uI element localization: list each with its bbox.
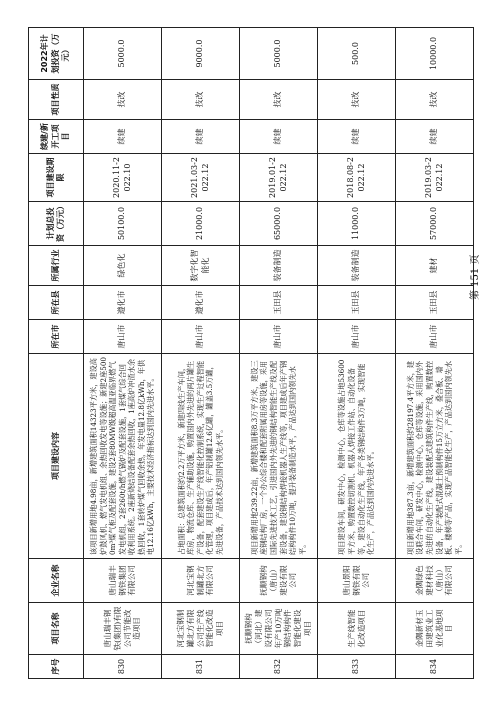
header-invest-2022: 2022年计划投资（万元） <box>29 28 84 80</box>
cell-seq: 833 <box>318 655 396 679</box>
cell-investment: 65000.0 <box>240 202 318 246</box>
table-header-row <box>29 28 84 679</box>
cell-invest-2022: 500.0 <box>318 28 396 80</box>
cell-invest-2022: 10000.0 <box>396 28 474 80</box>
header-industry: 所属行业 <box>29 246 84 286</box>
cell-content: 占地面积：总建筑面积约2.2万平方米，新建四线生产车间，库房，物流仓库、生产辅助设施，购置国内外先进的两片罐生产设备，配套建设生产线智能化控制系统，实现生产过程智能化管理，项目建成后，年产铝制罐12.6亿罐，罐盖3.5万罐，先进设备，产品技术达到国内领先水平。 <box>162 354 240 559</box>
header-seq: 序号 <box>29 655 84 679</box>
cell-investment: 11000.0 <box>318 202 396 246</box>
cell-nature: 技改 <box>240 80 318 120</box>
header-county: 所在县 <box>29 286 84 320</box>
cell-investment: 57000.0 <box>396 202 474 246</box>
cell-content: 项目新增用地387.3亩，新增建筑面积约28197.4平方米，建设联合车间，研发中心，检测中心，仓库等设施，采用国内外先进的自动化生产线，建设装配式建筑构件生产线，购置数控设备，年产装配式混凝土预制构件15万立方米，叠合板、墙板、楼梯等产品，实现产品智能化生产，产品达到国内领先水平。 <box>396 354 474 559</box>
cell-start-type: 续建 <box>162 120 240 154</box>
cell-company: 唐山瑞丰钢铁集团有限公司 <box>84 559 162 603</box>
cell-nature: 技改 <box>396 80 474 120</box>
cell-seq: 831 <box>162 655 240 679</box>
table-row <box>396 28 474 679</box>
cell-project-name: 生产线智能化改造项目 <box>318 603 396 655</box>
cell-nature: 技改 <box>162 80 240 120</box>
cell-content: 项目新增用地239.22亩，新增建筑面积8.3万平方米，建设三座钢结构厂房，一个办公综合楼和配套附属用房等设施，采用国际先进技术工艺，引进国内外先进的钢结构智能生产线及配套设备，建设钢结构焊接机器人生产线等，项目建成后年产钢结构构件10万吨，提升装备制造水平，产品达到国内领先水平。 <box>240 354 318 559</box>
cell-period: 2021.03-2022.12 <box>162 154 240 202</box>
cell-county: 玉田县 <box>396 286 474 320</box>
table-row <box>162 28 240 679</box>
table-row <box>84 28 162 679</box>
cell-industry: 装备制造 <box>318 246 396 286</box>
cell-invest-2022: 9000.0 <box>162 28 240 80</box>
table-row <box>240 28 318 679</box>
rotated-table-page <box>28 28 474 679</box>
cell-industry: 建材 <box>396 246 474 286</box>
cell-project-name: 唐山瑞丰钢铁(集团)有限公司节能改造项目 <box>84 603 162 655</box>
cell-investment: 50100.0 <box>84 202 162 246</box>
cell-city: 唐山市 <box>240 320 318 354</box>
cell-invest-2022: 5000.0 <box>240 28 318 80</box>
header-company: 企业名称 <box>29 559 84 603</box>
table-row <box>318 28 396 679</box>
cell-industry: 装备制造 <box>240 246 318 286</box>
cell-project-name: 河北宝钢制罐北方有限公司生产线智能化改造项目 <box>162 603 240 655</box>
cell-project-name: 抚顺钢构（河北）建设有限公司年产10万吨钢结构构件智能化建设项目 <box>240 603 318 655</box>
cell-company: 唐山景阳钢铁有限公司 <box>318 559 396 603</box>
cell-period: 2018.08-2022.12 <box>318 154 396 202</box>
cell-content: 项目建设车间，研发中心，检测中心，仓库等设施占地53600平方米，购置数控切割机、机器人焊接工作站、自动化设备等，建设自动化生产线，年产各类钢结构件3万吨，实现智能化生产，产品达到国内先进水平。 <box>318 354 396 559</box>
cell-content: 该项目新增用地4.98亩，新增建筑面积14323平方米，建设高炉鼓风机、燃气发电机组、余热回收发电等设施；新建2座5000m³煤气柜及配套设施，建设2套80MW级超高温亚临界燃气发电机组，2套260t/h燃气锅炉及配套设施，1套煤气综合回收利用系统。2座新烧结设备配套余热回收，1座高炉冲渣水余热回收，1套转炉煤气回收余热，年发电量12.8亿kWh，年供电12.16亿kWh，主要技术经济指标达到国内先进水平。 <box>84 354 162 559</box>
cell-industry: 数字化智能化 <box>162 246 240 286</box>
header-content: 项目建设内容 <box>29 354 84 559</box>
cell-company: 金隅绿色建材科技（唐山）有限公司 <box>396 559 474 603</box>
cell-seq: 830 <box>84 655 162 679</box>
cell-investment: 21000.0 <box>162 202 240 246</box>
cell-city: 唐山市 <box>396 320 474 354</box>
cell-project-name: 金隅新材玉田建筑业工业化基地项目 <box>396 603 474 655</box>
cell-city: 唐山市 <box>84 320 162 354</box>
cell-company: 抚顺钢构（唐山）建设有限公司 <box>240 559 318 603</box>
cell-nature: 技改 <box>84 80 162 120</box>
cell-county: 玉田县 <box>318 286 396 320</box>
cell-start-type: 续建 <box>318 120 396 154</box>
header-investment: 计划总投资（万元） <box>29 202 84 246</box>
cell-city: 唐山市 <box>162 320 240 354</box>
cell-county: 玉田县 <box>240 286 318 320</box>
cell-nature: 技改 <box>318 80 396 120</box>
cell-invest-2022: 5000.0 <box>84 28 162 80</box>
header-city: 所在市 <box>29 320 84 354</box>
header-nature: 项目性质 <box>29 80 84 120</box>
cell-county: 遵化市 <box>84 286 162 320</box>
header-period: 项目建设期限 <box>29 154 84 202</box>
project-table <box>28 27 474 679</box>
header-project-name: 项目名称 <box>29 603 84 655</box>
cell-period: 2019.01-2022.12 <box>240 154 318 202</box>
cell-period: 2019.03-2022.12 <box>396 154 474 202</box>
cell-industry: 绿色化 <box>84 246 162 286</box>
cell-seq: 832 <box>240 655 318 679</box>
cell-start-type: 续建 <box>396 120 474 154</box>
cell-start-type: 续建 <box>84 120 162 154</box>
cell-period: 2020.11-2022.10 <box>84 154 162 202</box>
cell-seq: 834 <box>396 655 474 679</box>
header-start-type: 续建/新开工项目 <box>29 120 84 154</box>
cell-city: 唐山市 <box>318 320 396 354</box>
page-number: 第 151 页 <box>470 254 481 300</box>
cell-county: 遵化市 <box>162 286 240 320</box>
cell-company: 河北宝钢制罐北方有限公司 <box>162 559 240 603</box>
cell-start-type: 续建 <box>240 120 318 154</box>
